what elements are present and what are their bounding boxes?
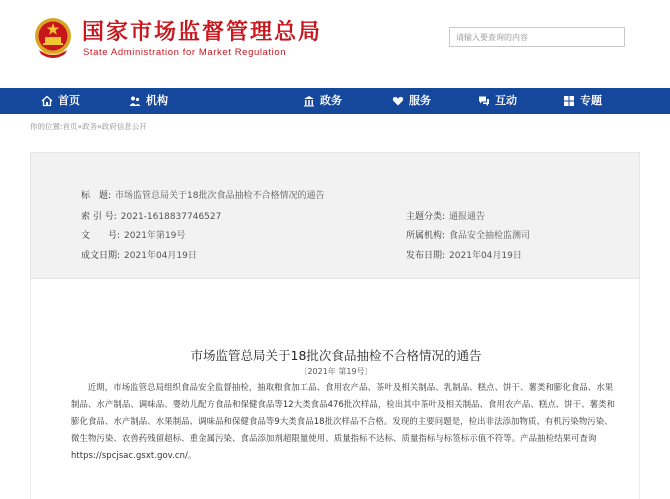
- breadcrumb-info-disclosure[interactable]: 政府信息公开: [101, 122, 147, 131]
- service-heart-icon: [392, 95, 404, 107]
- meta-org-value: 食品安全抽检监测司: [449, 231, 531, 241]
- topic-icon: [563, 95, 575, 107]
- meta-topic-row: [406, 209, 485, 222]
- meta-topic-value: 通报通告: [449, 212, 486, 222]
- meta-org-label: 所属机构:: [406, 231, 446, 241]
- nav-label-interaction: 互动: [495, 94, 517, 107]
- nav-item-topic[interactable]: [563, 88, 602, 114]
- site-title-en: State Administration for Market Regulation: [83, 47, 287, 58]
- breadcrumb: 你的位置:首页»政务»政府信息公开: [30, 122, 147, 131]
- nav-item-home[interactable]: [41, 88, 80, 114]
- home-icon: [41, 95, 53, 107]
- meta-index-label: 索 引 号:: [81, 212, 117, 222]
- nav-item-organization[interactable]: [129, 88, 168, 114]
- meta-docno-row: [81, 228, 185, 241]
- meta-pub-label: 发布日期:: [406, 251, 446, 261]
- meta-title-value: 市场监管总局关于18批次食品抽检不合格情况的通告: [115, 191, 325, 201]
- meta-pub-value: 2021年04月19日: [449, 251, 522, 261]
- meta-date-label: 成文日期:: [81, 251, 121, 261]
- article-doc-number: 〔2021年 第19号〕: [299, 367, 373, 376]
- meta-date-row: [81, 248, 197, 261]
- meta-org-row: [406, 228, 530, 241]
- nav-label-topic: 专题: [580, 94, 602, 107]
- nav-label-organization: 机构: [146, 94, 168, 107]
- organization-icon: [129, 95, 141, 107]
- nav-label-home: 首页: [58, 94, 80, 107]
- site-header: [0, 0, 670, 88]
- search-input[interactable]: [449, 27, 625, 47]
- breadcrumb-government[interactable]: 政务: [82, 122, 98, 131]
- article-title: 市场监管总局关于18批次食品抽检不合格情况的通告: [190, 348, 482, 363]
- meta-title-label: 标 题:: [81, 191, 112, 201]
- meta-index-value: 2021-1618837746527: [120, 212, 222, 222]
- national-emblem-icon[interactable]: [33, 16, 73, 60]
- nav-item-government[interactable]: [303, 88, 342, 114]
- meta-docno-label: 文 号:: [81, 231, 121, 241]
- main-nav: [0, 88, 670, 114]
- meta-index-row: [81, 209, 221, 222]
- article-body: 近期，市场监管总局组织食品安全监督抽检，抽取粮食加工品、食用农产品、茶叶及相关制品、乳制品、糕点、饼干、薯类和膨化食品、水果制品、水产制品、调味品、婴幼儿配方食品和保健食品等12大类食品476批次样品，检出其中茶叶及相关制品、食用农产品、糕点、饼干、薯类和膨化食品、水产制品、水果制品、调味品和保健食品等9大类食品18批次样品不合格。发现的主要问题是，检出非法添加物质、有机污染物污染、微生物污染、农兽药残留超标、重金属污染、食品添加剂超限量使用、质量指标不达标、质量指标与标签标示值不符等。产品抽检结果可查询https://spcjsac.gsxt.gov.cn/。: [71, 382, 616, 460]
- meta-title-row: [81, 188, 325, 201]
- nav-item-interaction[interactable]: [478, 88, 517, 114]
- meta-pub-row: [406, 248, 522, 261]
- interaction-icon: [478, 95, 490, 107]
- breadcrumb-home[interactable]: 你的位置:首页: [30, 122, 78, 131]
- nav-label-service: 服务: [409, 94, 431, 107]
- meta-topic-label: 主题分类:: [406, 212, 446, 222]
- government-icon: [303, 95, 315, 107]
- document-meta-panel: [30, 152, 640, 279]
- nav-label-government: 政务: [320, 94, 342, 107]
- site-title-cn[interactable]: 国家市场监督管理总局: [82, 20, 323, 45]
- meta-date-value: 2021年04月19日: [124, 251, 197, 261]
- article: [30, 279, 640, 499]
- meta-docno-value: 2021年第19号: [124, 231, 186, 241]
- nav-item-service[interactable]: [392, 88, 431, 114]
